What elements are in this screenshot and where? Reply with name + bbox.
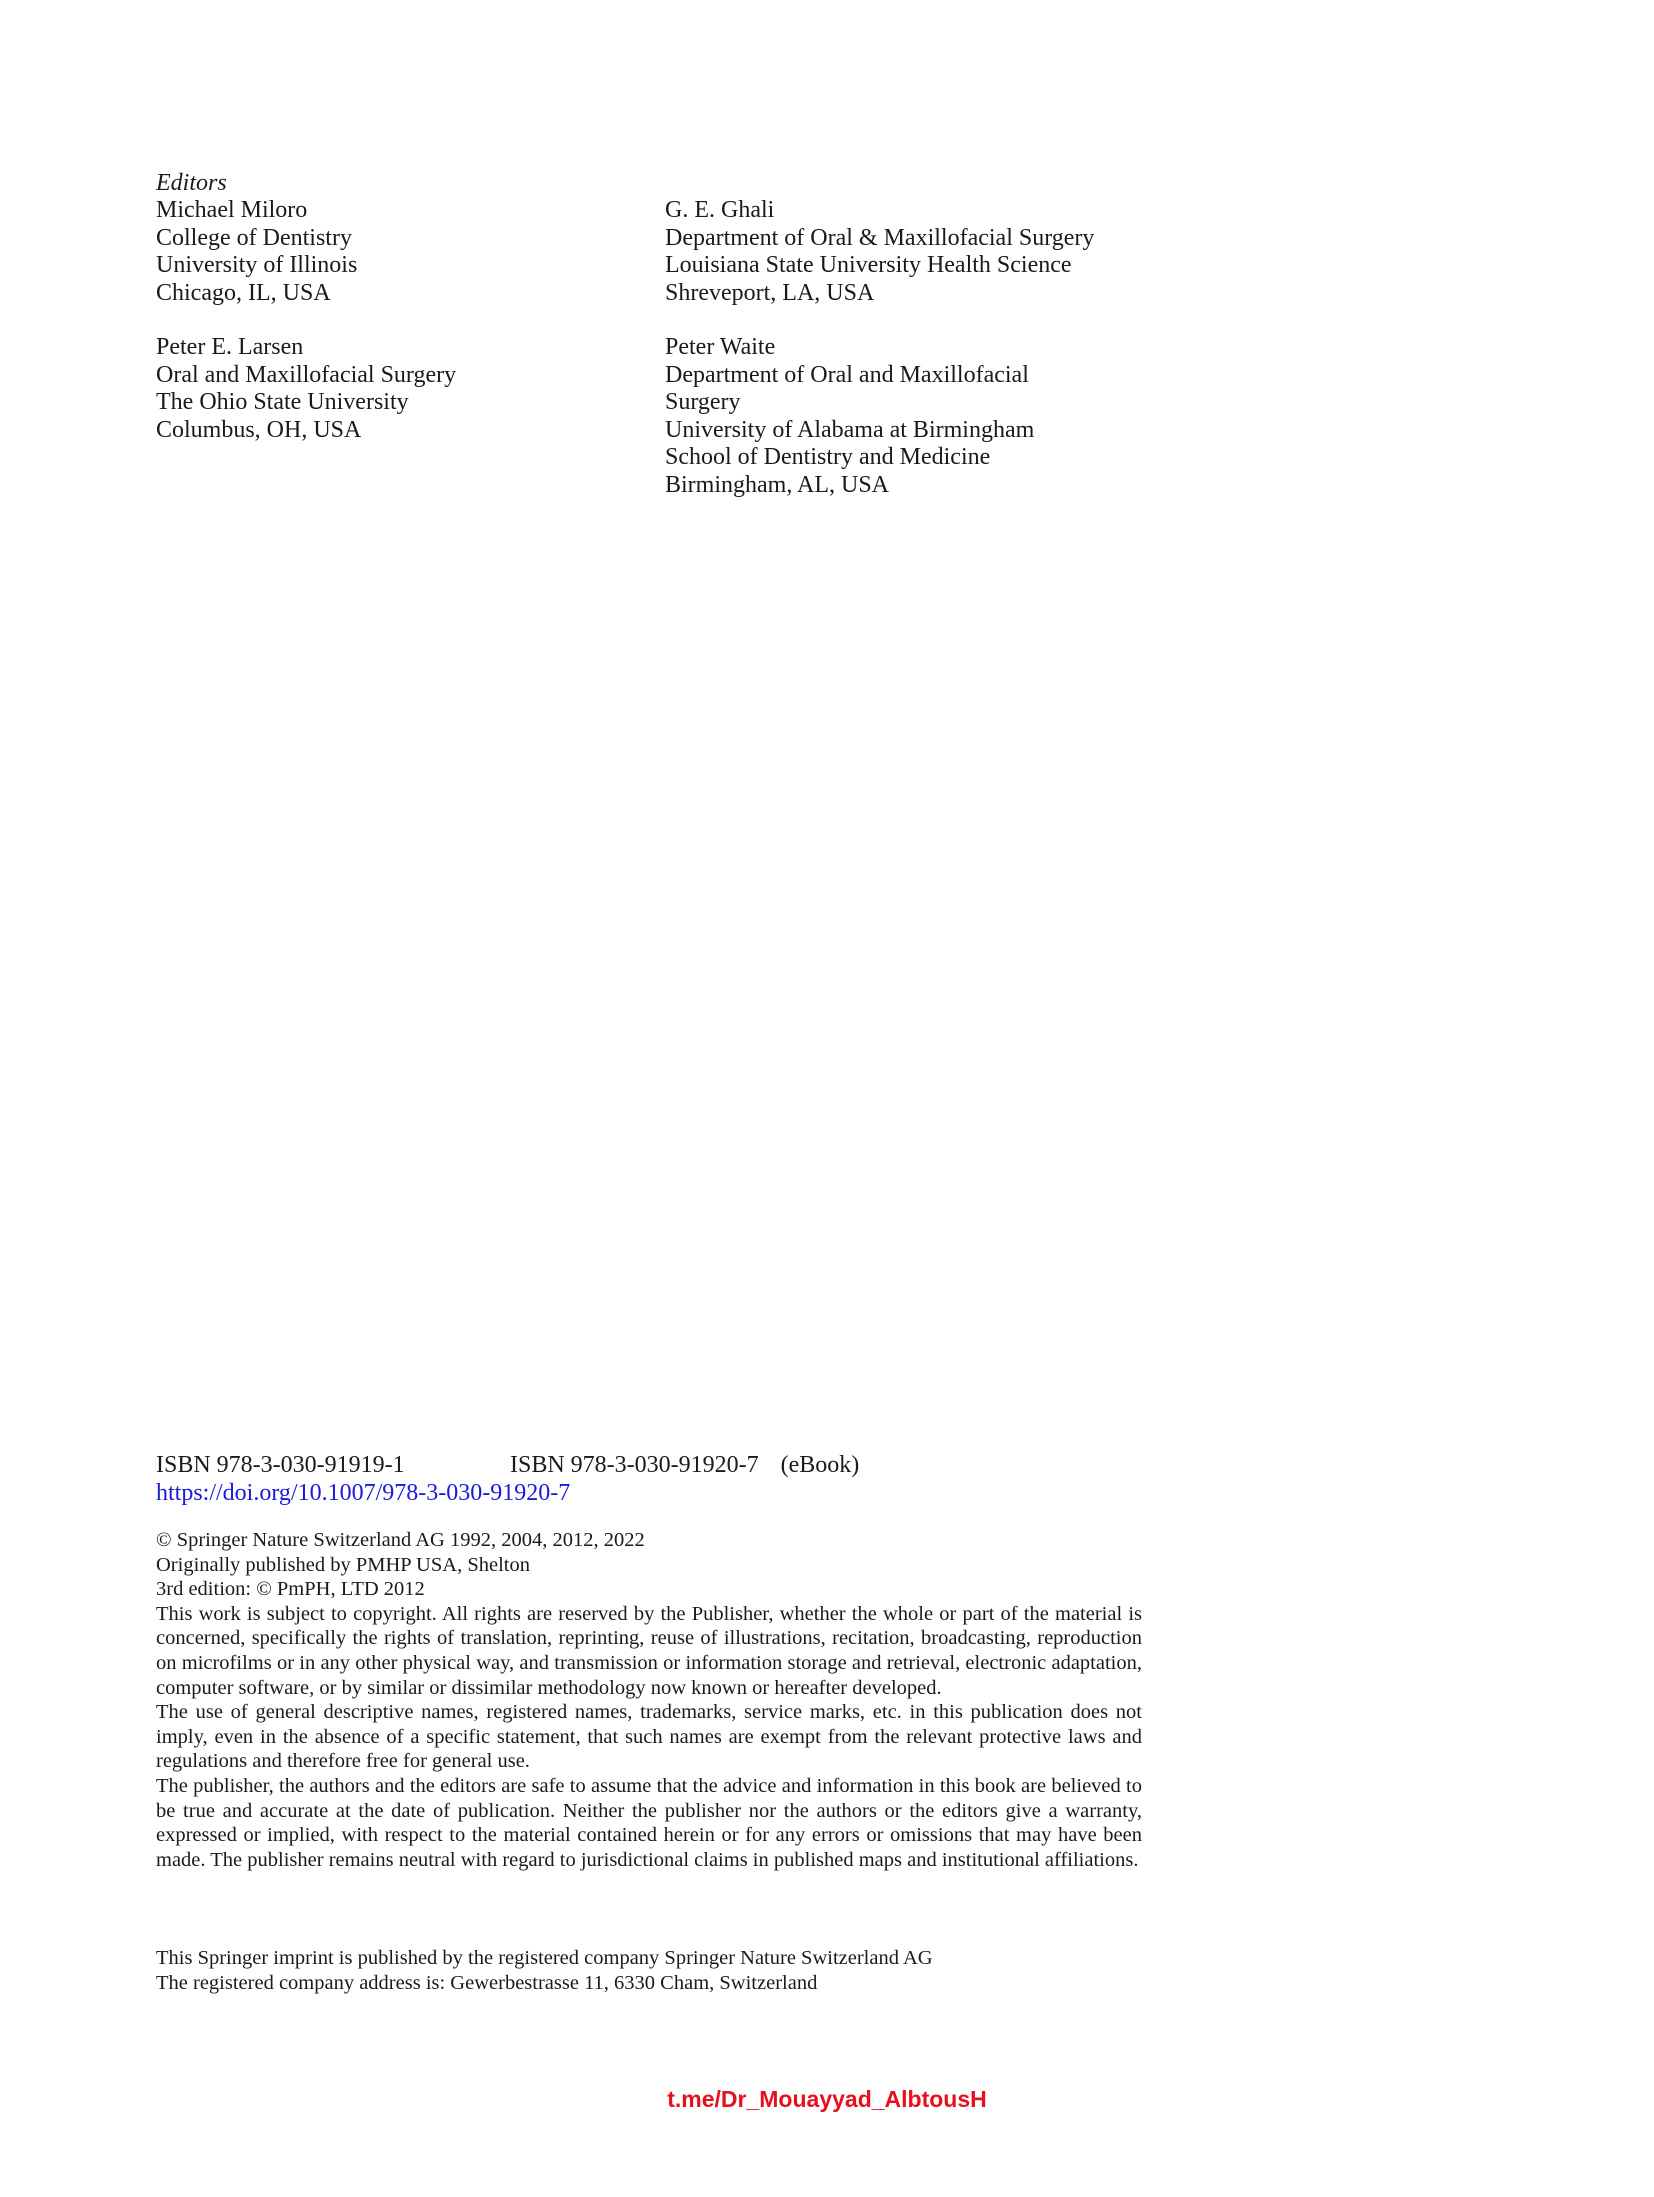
imprint-line: This Springer imprint is published by the registered company Springer Nature Switzerland AG bbox=[156, 1947, 933, 1969]
originally-published-line: Originally published by PMHP USA, Shelton bbox=[156, 1553, 530, 1576]
isbn-row bbox=[156, 1451, 859, 1479]
imprint-address-line: The registered company address is: Gewerbestrasse 11, 6330 Cham, Switzerland bbox=[156, 1971, 818, 1994]
editor-affiliation: The Ohio State University bbox=[156, 389, 409, 415]
doi-link[interactable]: https://doi.org/10.1007/978-3-030-91920-7 bbox=[156, 1480, 571, 1506]
copyright-line: © Springer Nature Switzerland AG 1992, 2004, 2012, 2022 bbox=[156, 1529, 645, 1551]
editor-affiliation: Louisiana State University Health Science bbox=[665, 252, 1072, 278]
editors-heading: Editors bbox=[156, 170, 227, 196]
editor-affiliation: University of Illinois bbox=[156, 252, 358, 278]
editor-peter-waite bbox=[665, 334, 1034, 499]
editor-name: Michael Miloro bbox=[156, 197, 308, 223]
edition-line: 3rd edition: © PmPH, LTD 2012 bbox=[156, 1578, 425, 1601]
editor-name: Peter Waite bbox=[665, 334, 776, 360]
editor-name: Peter E. Larsen bbox=[156, 334, 304, 360]
editor-affiliation: Surgery bbox=[665, 389, 741, 415]
trademark-paragraph: The use of general descriptive names, registered names, trademarks, service marks, etc. in this publication does not imply, even in the absence of a specific statement, that such names are exempt from the relevant protective laws and regulations and therefore free for general use. bbox=[156, 1701, 1142, 1773]
copyright-paragraph: This work is subject to copyright. All rights are reserved by the Publisher, whether the whole or part of the material is concerned, specifically the rights of translation, reprinting, reuse of illustrations, recitation, broadcasting, reproduction on microfilms or in any other physical way, and transmission or information storage and retrieval, electronic adaptation, computer software, or by similar or dissimilar methodology now known or hereafter developed. bbox=[156, 1602, 1142, 1699]
editor-location: Birmingham, AL, USA bbox=[665, 471, 890, 498]
editor-name: G. E. Ghali bbox=[665, 197, 775, 223]
editor-peter-larsen bbox=[156, 334, 456, 444]
isbn-ebook: ISBN 978-3-030-91920-7 bbox=[510, 1452, 759, 1478]
imprint bbox=[156, 1946, 933, 1995]
watermark-link[interactable]: t.me/Dr_Mouayyad_AlbtousH bbox=[667, 2086, 987, 2112]
editor-location: Shreveport, LA, USA bbox=[665, 279, 875, 306]
editor-location: Chicago, IL, USA bbox=[156, 279, 331, 306]
disclaimer-paragraph: The publisher, the authors and the editors are safe to assume that the advice and information in this book are believed to be true and accurate at the date of publication. Neither the publisher nor the authors or the editors give a warranty, expressed or implied, with respect to the material contained herein or for any errors or omissions that may have been made. The publisher remains neutral with regard to jurisdictional claims in published maps and institutional affiliations. bbox=[156, 1774, 1142, 1871]
editor-affiliation: Department of Oral & Maxillofacial Surgery bbox=[665, 224, 1095, 251]
editor-location: Columbus, OH, USA bbox=[156, 416, 362, 443]
editor-affiliation: University of Alabama at Birmingham bbox=[665, 416, 1035, 443]
editor-affiliation: College of Dentistry bbox=[156, 224, 352, 251]
editor-ge-ghali bbox=[665, 197, 1094, 307]
editor-michael-miloro bbox=[156, 197, 357, 307]
isbn-print: ISBN 978-3-030-91919-1 bbox=[156, 1452, 405, 1478]
legal-notice bbox=[156, 1528, 1142, 1872]
editor-affiliation: Oral and Maxillofacial Surgery bbox=[156, 361, 457, 388]
editor-affiliation: School of Dentistry and Medicine bbox=[665, 444, 991, 470]
editor-affiliation: Department of Oral and Maxillofacial bbox=[665, 361, 1029, 388]
isbn-ebook-tag: (eBook) bbox=[780, 1452, 860, 1478]
